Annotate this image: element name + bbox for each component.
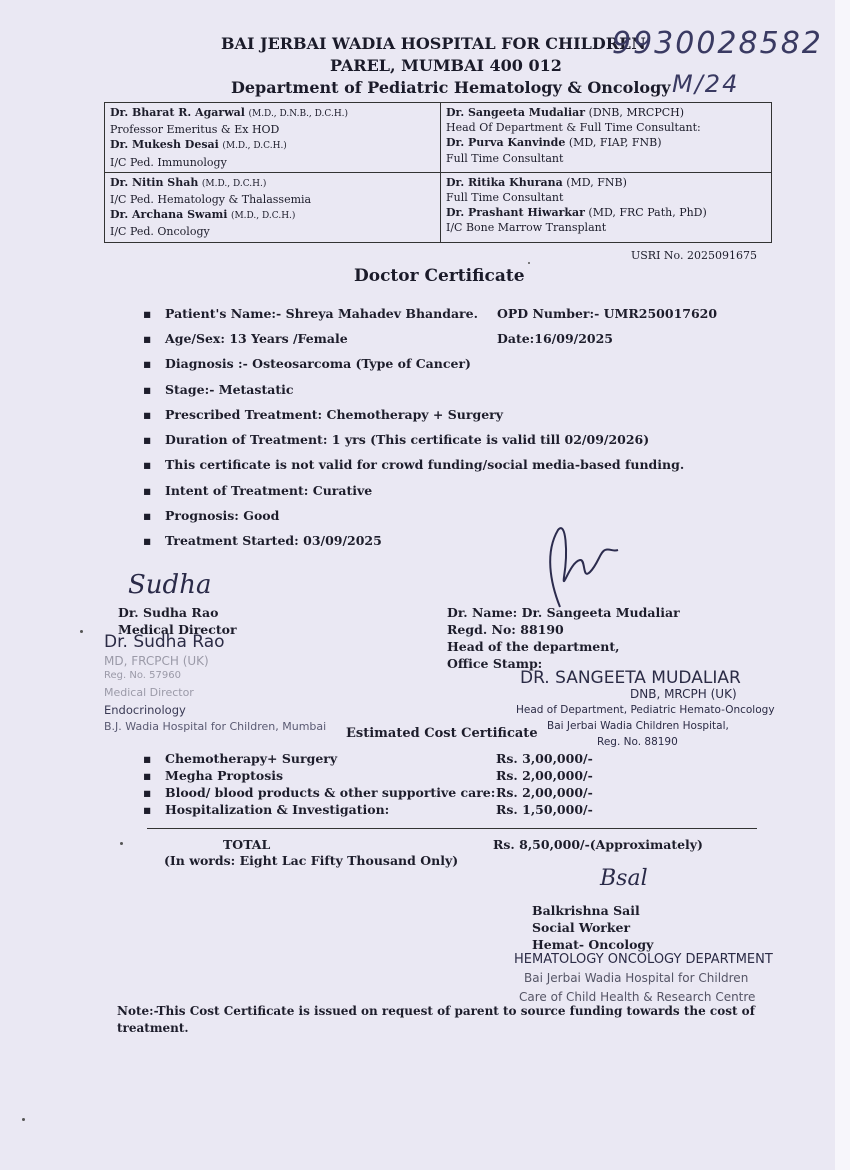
social-worker-name: Balkrishna Sail	[532, 903, 640, 918]
bullet-icon: ▪	[143, 432, 152, 447]
bullet-icon: ▪	[143, 768, 152, 783]
cost-item-amount: Rs. 2,00,000/-	[496, 785, 593, 800]
doctor-role: I/C Ped. Hematology & Thalassemia	[110, 193, 312, 207]
doctors-cell-bottom-right	[441, 172, 772, 242]
cost-note-line1: Note:-This Cost Certificate is issued on request of parent to source funding towards the cost of	[117, 1004, 755, 1018]
cost-item-label: Hospitalization & Investigation:	[165, 802, 390, 817]
bullet-icon: ▪	[143, 457, 152, 472]
total-label: TOTAL	[223, 837, 271, 852]
doctor-qualification: (MD, FNB)	[566, 175, 627, 189]
diagnosis-item	[143, 356, 471, 371]
left-stamp-qualification: MD, FRCPCH (UK)	[104, 654, 209, 668]
left-signatory-title: Medical Director	[118, 622, 237, 637]
bullet-icon: ▪	[143, 407, 152, 422]
doctors-cell-top-right	[441, 103, 772, 173]
cost-item-label: Megha Proptosis	[165, 768, 284, 783]
validity-note: This certificate is not valid for crowd funding/social media-based funding.	[165, 457, 685, 472]
prognosis: Prognosis: Good	[165, 508, 280, 523]
scan-speck	[22, 1118, 25, 1121]
scan-speck	[528, 262, 530, 264]
right-signatory-head: Head of the department,	[447, 639, 620, 654]
cost-item	[143, 802, 389, 817]
hemato-stamp-dept: HEMATOLOGY ONCOLOGY DEPARTMENT	[514, 952, 773, 967]
bullet-icon: ▪	[143, 802, 152, 817]
scan-speck	[120, 842, 123, 845]
certificate-title: Doctor Certificate	[354, 266, 525, 286]
total-divider	[147, 828, 757, 829]
patient-name-item	[143, 306, 478, 321]
treatment-duration: Duration of Treatment: 1 yrs (This certificate is valid till 02/09/2026)	[165, 432, 650, 447]
right-stamp-dept: Head of Department, Pediatric Hemato-Oncology	[516, 704, 775, 716]
bullet-icon: ▪	[143, 483, 152, 498]
left-stamp-director: Medical Director	[104, 686, 194, 699]
doctor-role: Full Time Consultant	[446, 151, 564, 165]
diagnosis: Diagnosis :- Osteosarcoma (Type of Cancer)	[165, 356, 471, 371]
social-worker-signature: Bsal	[600, 866, 648, 891]
age-sex-item	[143, 331, 348, 346]
doctor-qualification: (DNB, MRCPCH)	[588, 106, 685, 119]
stage-item	[143, 382, 293, 397]
cost-item-amount: Rs. 3,00,000/-	[496, 751, 593, 766]
doctor-role: Professor Emeritus & Ex HOD	[110, 123, 280, 137]
doctor-name: Dr. Archana Swami	[110, 208, 228, 222]
doctor-name: Dr. Sangeeta Mudaliar	[446, 106, 586, 119]
hospital-name: BAI JERBAI WADIA HOSPITAL FOR CHILDREN	[221, 34, 646, 53]
certificate-date: Date:16/09/2025	[497, 331, 613, 346]
left-signatory-name: Dr. Sudha Rao	[118, 605, 219, 620]
right-signatory-regd: Regd. No: 88190	[447, 622, 564, 637]
age-sex: Age/Sex: 13 Years /Female	[165, 331, 348, 346]
treatment-intent: Intent of Treatment: Curative	[165, 483, 373, 498]
usri-number: USRI No. 2025091675	[631, 249, 757, 262]
social-worker-dept: Hemat- Oncology	[532, 937, 654, 952]
doctor-role: Full Time Consultant	[446, 191, 564, 205]
cost-certificate-title: Estimated Cost Certificate	[346, 726, 538, 741]
cost-item-label: Blood/ blood products & other supportive care:	[165, 785, 496, 800]
sudha-signature: Sudha	[128, 570, 212, 600]
cost-item-amount: Rs. 1,50,000/-	[496, 802, 593, 817]
bullet-icon: ▪	[143, 331, 152, 346]
total-amount: Rs. 8,50,000/-(Approximately)	[493, 837, 703, 852]
doctors-cell-bottom-left	[105, 172, 441, 242]
cost-item-amount: Rs. 2,00,000/-	[496, 768, 593, 783]
doctor-qualification: (M.D., D.C.H.)	[222, 141, 287, 152]
right-office-stamp-label: Office Stamp:	[447, 656, 543, 671]
cost-note-line2: treatment.	[117, 1021, 189, 1035]
mudaliar-signature	[520, 522, 620, 612]
total-in-words: (In words: Eight Lac Fifty Thousand Only)	[164, 853, 459, 868]
bullet-icon: ▪	[143, 356, 152, 371]
doctor-qualification: (M.D., D.N.B., D.C.H.)	[248, 109, 349, 119]
doctor-qualification: (MD, FIAP, FNB)	[568, 136, 662, 150]
bullet-icon: ▪	[143, 508, 152, 523]
bullet-icon: ▪	[143, 785, 152, 800]
right-stamp-name: DR. SANGEETA MUDALIAR	[520, 668, 741, 688]
left-stamp-reg: Reg. No. 57960	[104, 670, 181, 681]
hospital-address: PAREL, MUMBAI 400 012	[330, 56, 562, 75]
scan-edge	[835, 0, 850, 1170]
doctor-qualification: (M.D., D.C.H.)	[201, 178, 267, 189]
started-item	[143, 533, 382, 548]
intent-item	[143, 483, 372, 498]
doctor-role: I/C Ped. Oncology	[110, 225, 210, 239]
right-stamp-reg: Reg. No. 88190	[597, 736, 678, 748]
cost-item	[143, 768, 283, 783]
doctors-cell-top-left	[105, 103, 441, 173]
doctor-name: Dr. Nitin Shah	[110, 175, 199, 189]
social-worker-role: Social Worker	[532, 920, 631, 935]
hemato-stamp-centre: Care of Child Health & Research Centre	[519, 990, 756, 1004]
scan-speck	[80, 630, 83, 633]
doctor-name: Dr. Bharat R. Agarwal	[110, 106, 245, 119]
bullet-icon: ▪	[143, 533, 152, 548]
doctor-role: I/C Ped. Immunology	[110, 155, 227, 169]
doctor-name: Dr. Mukesh Desai	[110, 138, 219, 152]
handwritten-note: M/24	[672, 70, 740, 98]
bullet-icon: ▪	[143, 306, 152, 321]
doctors-table	[104, 102, 772, 243]
stage: Stage:- Metastatic	[165, 382, 294, 397]
duration-item	[143, 432, 649, 447]
left-stamp-dept: Endocrinology	[104, 703, 186, 717]
opd-number: OPD Number:- UMR250017620	[497, 306, 718, 321]
doctor-qualification: (MD, FRC Path, PhD)	[588, 206, 707, 220]
doctor-name: Dr. Prashant Hiwarkar	[446, 206, 585, 220]
doctor-role: I/C Bone Marrow Transplant	[446, 221, 607, 235]
right-stamp-qualification: DNB, MRCPH (UK)	[630, 687, 737, 701]
bullet-icon: ▪	[143, 751, 152, 766]
treatment-item	[143, 407, 503, 422]
right-stamp-hospital: Bai Jerbai Wadia Children Hospital,	[547, 720, 729, 732]
cost-item	[143, 785, 495, 800]
doctor-role: Head Of Department & Full Time Consultant:	[446, 121, 701, 135]
prescribed-treatment: Prescribed Treatment: Chemotherapy + Surgery	[165, 407, 503, 422]
prognosis-item	[143, 508, 279, 523]
left-stamp-hospital: B.J. Wadia Hospital for Children, Mumbai	[104, 720, 327, 733]
doctor-name: Dr. Ritika Khurana	[446, 175, 563, 189]
right-signatory-name: Dr. Name: Dr. Sangeeta Mudaliar	[447, 605, 680, 620]
handwritten-phone: 9930028582	[612, 26, 823, 61]
department-title: Department of Pediatric Hematology & Oncology	[231, 78, 671, 97]
hemato-stamp-hospital: Bai Jerbai Wadia Hospital for Children	[524, 971, 749, 985]
bullet-icon: ▪	[143, 382, 152, 397]
cost-item	[143, 751, 337, 766]
treatment-started: Treatment Started: 03/09/2025	[165, 533, 382, 548]
cost-item-label: Chemotherapy+ Surgery	[165, 751, 338, 766]
left-stamp-name: Dr. Sudha Rao	[104, 632, 225, 652]
doctor-name: Dr. Purva Kanvinde	[446, 136, 566, 150]
patient-name: Patient's Name:- Shreya Mahadev Bhandare.	[165, 306, 478, 321]
validity-item	[143, 457, 684, 472]
doctor-qualification: (M.D., D.C.H.)	[230, 211, 296, 222]
